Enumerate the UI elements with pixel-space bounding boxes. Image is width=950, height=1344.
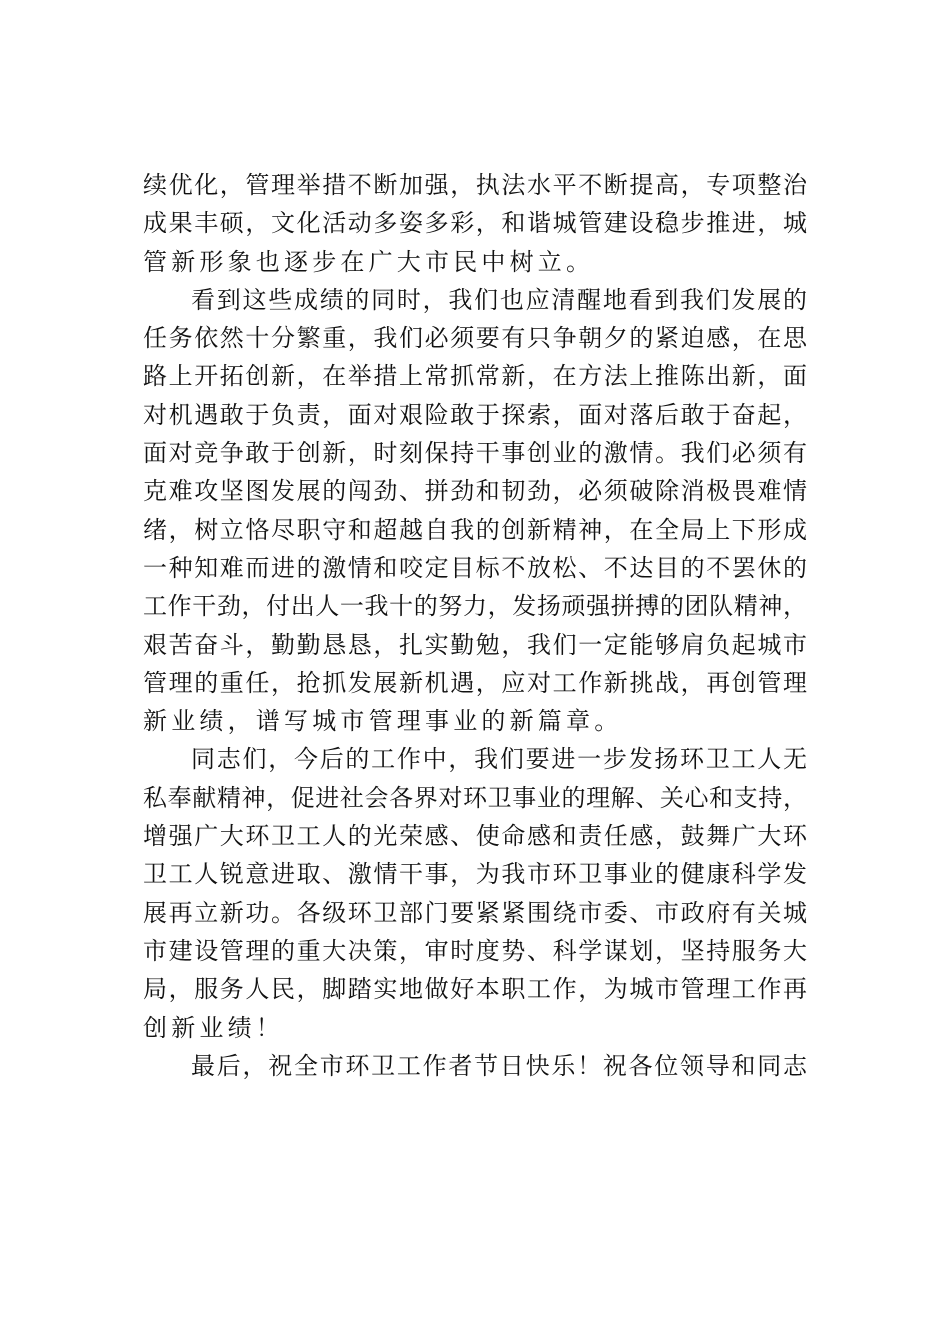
- line-text: 管新形象也逐步在广大市民中树立。: [143, 247, 595, 276]
- line-text: 展再立新功。各级环卫部门要紧紧围绕市委、市政府有关城: [143, 898, 807, 927]
- paragraph-line: [143, 472, 807, 510]
- paragraph-2: [143, 281, 807, 741]
- paragraph-4: [143, 1047, 807, 1085]
- document-body: [143, 166, 807, 1085]
- paragraph-line: [143, 702, 807, 740]
- line-text: 管理的重任，抢抓发展新机遇，应对工作新挑战，再创管理: [143, 668, 807, 697]
- line-text: 看到这些成绩的同时，我们也应清醒地看到我们发展的: [191, 285, 807, 314]
- line-text: 工作干劲，付出人一我十的努力，发扬顽强拼搏的团队精神，: [143, 592, 807, 621]
- paragraph-line: [143, 894, 807, 932]
- line-text: 绪，树立恪尽职守和超越自我的创新精神，在全局上下形成: [143, 515, 807, 544]
- paragraph-line: [143, 1009, 807, 1047]
- line-text: 面对竞争敢于创新，时刻保持干事创业的激情。我们必须有: [143, 439, 807, 468]
- paragraph-1: [143, 166, 807, 281]
- paragraph-line: [143, 434, 807, 472]
- paragraph-line: [143, 970, 807, 1008]
- paragraph-line: [143, 166, 807, 204]
- line-text: 克难攻坚图发展的闯劲、拼劲和韧劲，必须破除消极畏难情: [143, 477, 807, 506]
- line-text: 任务依然十分繁重，我们必须要有只争朝夕的紧迫感，在思: [143, 324, 807, 353]
- paragraph-line: [143, 932, 807, 970]
- paragraph-line: [143, 357, 807, 395]
- paragraph-line: [143, 587, 807, 625]
- paragraph-line: [143, 1047, 807, 1085]
- line-text: 私奉献精神，促进社会各界对环卫事业的理解、关心和支持，: [143, 783, 807, 812]
- line-text: 增强广大环卫工人的光荣感、使命感和责任感，鼓舞广大环: [143, 822, 807, 851]
- paragraph-line: [143, 626, 807, 664]
- line-text: 卫工人锐意进取、激情干事，为我市环卫事业的健康科学发: [143, 860, 807, 889]
- line-text: 艰苦奋斗，勤勤恳恳，扎实勤勉，我们一定能够肩负起城市: [143, 630, 807, 659]
- line-text: 市建设管理的重大决策，审时度势、科学谋划，坚持服务大: [143, 936, 807, 965]
- paragraph-line: [143, 664, 807, 702]
- paragraph-line: [143, 281, 807, 319]
- line-text: 新业绩，谱写城市管理事业的新篇章。: [143, 707, 623, 736]
- paragraph-line: [143, 855, 807, 893]
- paragraph-line: [143, 779, 807, 817]
- paragraph-line: [143, 511, 807, 549]
- paragraph-line: [143, 243, 807, 281]
- line-text: 一种知难而进的激情和咬定目标不放松、不达目的不罢休的: [143, 553, 807, 582]
- paragraph-line: [143, 740, 807, 778]
- line-text: 最后，祝全市环卫工作者节日快乐！祝各位领导和同志: [191, 1051, 807, 1080]
- paragraph-line: [143, 319, 807, 357]
- line-text: 续优化，管理举措不断加强，执法水平不断提高，专项整治: [143, 171, 807, 199]
- line-text: 创新业绩！: [143, 1013, 284, 1042]
- paragraph-3: [143, 740, 807, 1046]
- paragraph-line: [143, 204, 807, 242]
- line-text: 对机遇敢于负责，面对艰险敢于探索，面对落后敢于奋起，: [143, 400, 807, 429]
- paragraph-line: [143, 396, 807, 434]
- paragraph-line: [143, 549, 807, 587]
- line-text: 局，服务人民，脚踏实地做好本职工作，为城市管理工作再: [143, 975, 807, 1004]
- line-text: 路上开拓创新，在举措上常抓常新，在方法上推陈出新，面: [143, 362, 807, 391]
- paragraph-line: [143, 817, 807, 855]
- line-text: 成果丰硕，文化活动多姿多彩，和谐城管建设稳步推进，城: [143, 209, 807, 238]
- line-text: 同志们，今后的工作中，我们要进一步发扬环卫工人无: [191, 745, 807, 774]
